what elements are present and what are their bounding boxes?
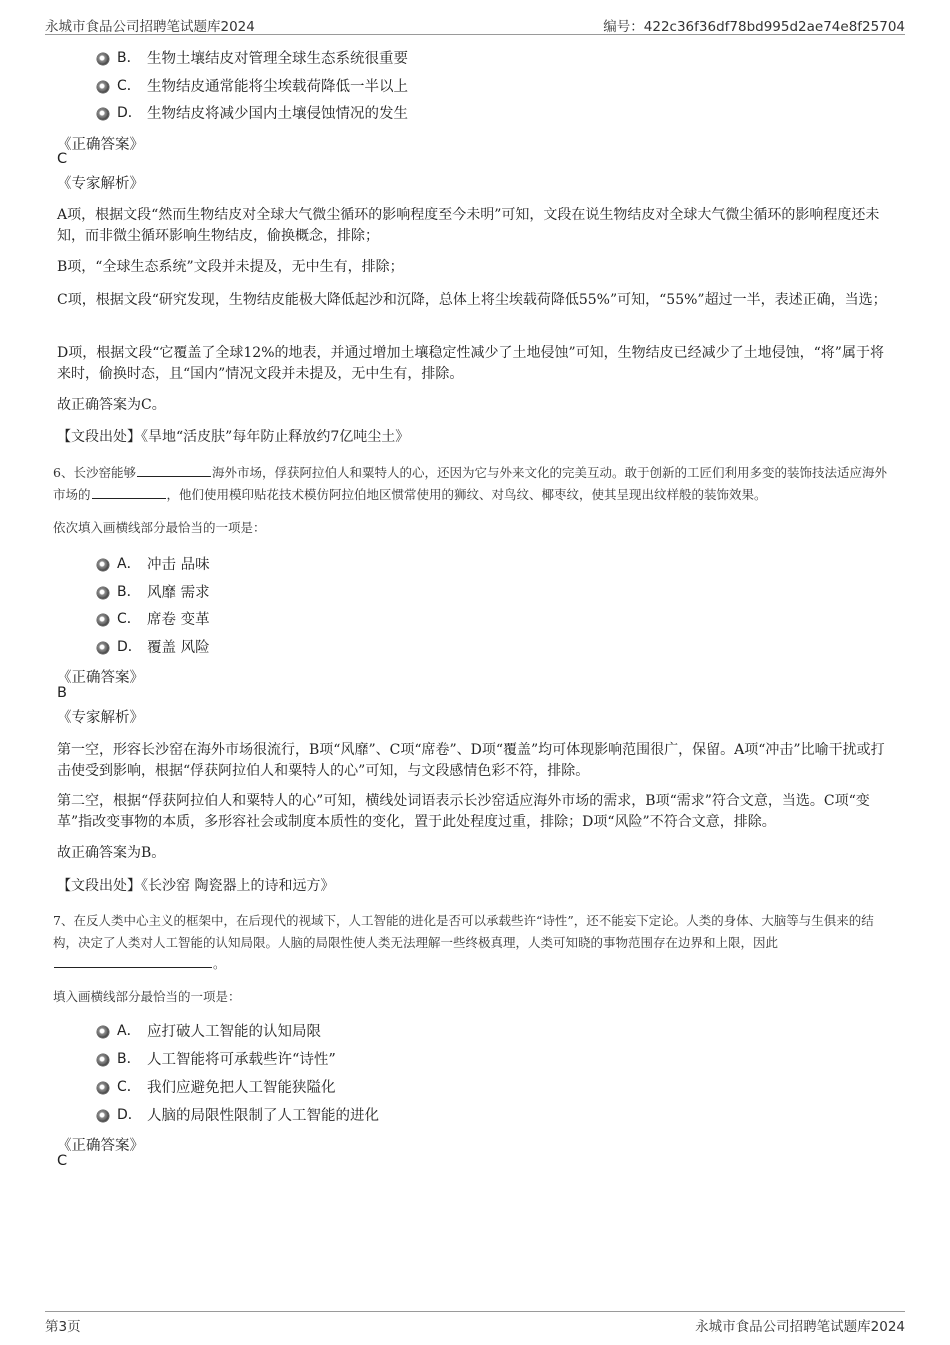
- radio-icon[interactable]: [97, 81, 109, 93]
- q7-answer: C: [57, 1153, 68, 1169]
- option-letter: D．: [117, 639, 142, 655]
- option-text: 人脑的局限性限制了人工智能的进化: [147, 1108, 379, 1124]
- q6-conclusion: 故正确答案为B。: [57, 845, 166, 861]
- option-letter: C．: [117, 78, 141, 94]
- q6-stem-part1: 6、长沙窑能够: [53, 465, 136, 480]
- q6-answer: B: [57, 685, 67, 701]
- radio-icon[interactable]: [97, 1054, 109, 1066]
- page-footer: [45, 1311, 905, 1334]
- q5-conclusion: 故正确答案为C。: [57, 397, 166, 413]
- fill-blank: [54, 955, 212, 968]
- q5-analysis-c: C项，根据文段“研究发现，生物结皮能极大降低起沙和沉降，总体上将尘埃载荷降低55%”可知，“55%”超过一半，表述正确，当选；: [57, 292, 887, 308]
- q7-stem-text: 7、在反人类中心主义的框架中，在后现代的视域下，人工智能的进化是否可以承载些许“诗性”，还不能妄下定论。人类的身体、大脑等与生俱来的结构，决定了人类对人工智能的认知局限。人脑的局限性使人类无法理解一些终极真理，人类可知晓的事物范围存在边界和上限，因此: [53, 913, 874, 950]
- q5-analysis-d: D项，根据文段“它覆盖了全球12%的地表，并通过增加土壤稳定性减少了土地侵蚀”可知，生物结皮已经减少了土地侵蚀，“将”属于将来时，偷换时态，且“国内”情况文段并未提及，无中生有，排除。: [57, 345, 884, 382]
- q7-prompt: 填入画横线部分最恰当的一项是：: [53, 989, 241, 1004]
- radio-icon[interactable]: [97, 1026, 109, 1038]
- q5-answer-label: 《正确答案》: [57, 137, 144, 153]
- radio-icon[interactable]: [97, 1082, 109, 1094]
- option-text: 覆盖 风险: [147, 640, 210, 656]
- option-letter: B．: [117, 584, 141, 600]
- q6-analysis-label: 《专家解析》: [57, 710, 144, 726]
- document-id: 编号：422c36f36df78bd995d2ae74e8f25704: [603, 19, 905, 35]
- page-header: [45, 14, 905, 35]
- q6-stem-part3: ，他们使用模印贴花技术模仿阿拉伯地区惯常使用的狮纹、对鸟纹、椰枣纹，使其呈现出纹样般的装饰效果。: [166, 486, 767, 502]
- option-letter: A．: [117, 556, 141, 572]
- q6-stem-part2: 海外市场，俘获阿拉伯人和粟特人的心，还因为它与外来文化的完美互动。敢于创新的工匠们利用多变的装饰技法适应海外市场的: [53, 465, 887, 502]
- option-text: 生物结皮将减少国内土壤侵蚀情况的发生: [147, 106, 408, 122]
- q5-answer: C: [57, 151, 68, 167]
- option-text: 风靡 需求: [147, 585, 210, 601]
- q6-prompt: 依次填入画横线部分最恰当的一项是：: [53, 520, 266, 535]
- radio-icon[interactable]: [97, 559, 109, 571]
- q6-answer-label: 《正确答案》: [57, 670, 144, 686]
- option-text: 人工智能将可承载些许“诗性”: [147, 1052, 336, 1068]
- q6-analysis-second: 第二空，根据“俘获阿拉伯人和粟特人的心”可知，横线处词语表示长沙窑适应海外市场的需求，B项“需求”符合文意，当选。C项“变革”指改变事物的本质，多形容社会或制度本质性的变化，置于此处程度过重，排除；D项“风险”不符合文意，排除。: [57, 793, 870, 830]
- option-letter: C．: [117, 611, 141, 627]
- option-letter: D．: [117, 1107, 142, 1123]
- radio-icon[interactable]: [97, 108, 109, 120]
- q6-source: 【文段出处】《长沙窑 陶瓷器上的诗和远方》: [57, 878, 335, 894]
- radio-icon[interactable]: [97, 53, 109, 65]
- radio-icon[interactable]: [97, 614, 109, 626]
- option-text: 应打破人工智能的认知局限: [147, 1024, 321, 1040]
- option-letter: A．: [117, 1023, 141, 1039]
- q5-analysis-label: 《专家解析》: [57, 176, 144, 192]
- footer-title: 永城市食品公司招聘笔试题库2024: [695, 1319, 905, 1335]
- q6-stem: [53, 462, 898, 505]
- option-text: 生物结皮通常能将尘埃载荷降低一半以上: [147, 79, 408, 95]
- q7-answer-label: 《正确答案》: [57, 1138, 144, 1154]
- option-text: 生物土壤结皮对管理全球生态系统很重要: [147, 51, 408, 67]
- option-letter: C．: [117, 1079, 141, 1095]
- option-letter: B．: [117, 1051, 141, 1067]
- option-text: 我们应避免把人工智能狭隘化: [147, 1080, 336, 1096]
- radio-icon[interactable]: [97, 587, 109, 599]
- q5-analysis-b: B项，“全球生态系统”文段并未提及，无中生有，排除；: [57, 259, 404, 275]
- option-text: 席卷 变革: [147, 612, 210, 628]
- fill-blank: [137, 464, 211, 477]
- radio-icon[interactable]: [97, 642, 109, 654]
- header-title: 永城市食品公司招聘笔试题库2024: [45, 19, 255, 35]
- q6-analysis-first: 第一空，形容长沙窑在海外市场很流行，B项“风靡”、C项“席卷”、D项“覆盖”均可体现影响范围很广，保留。A项“冲击”比喻干扰或打击使受到影响，根据“俘获阿拉伯人和粟特人的心”可知，与文段感情色彩不符，排除。: [57, 742, 885, 779]
- fill-blank: [92, 486, 166, 499]
- q7-stem-end: 。: [213, 956, 226, 971]
- q5-source: 【文段出处】《旱地“活皮肤”每年防止释放约7亿吨尘土》: [57, 429, 410, 445]
- q7-stem: [53, 910, 898, 975]
- option-letter: B．: [117, 50, 141, 66]
- q5-analysis-a: A项，根据文段“然而生物结皮对全球大气微尘循环的影响程度至今未明”可知，文段在说生物结皮对全球大气微尘循环的影响程度还未知，而非微尘循环影响生物结皮，偷换概念，排除；: [57, 207, 880, 244]
- radio-icon[interactable]: [97, 1110, 109, 1122]
- page-number: 第3页: [45, 1319, 81, 1335]
- option-text: 冲击 品味: [147, 557, 210, 573]
- option-letter: D．: [117, 105, 142, 121]
